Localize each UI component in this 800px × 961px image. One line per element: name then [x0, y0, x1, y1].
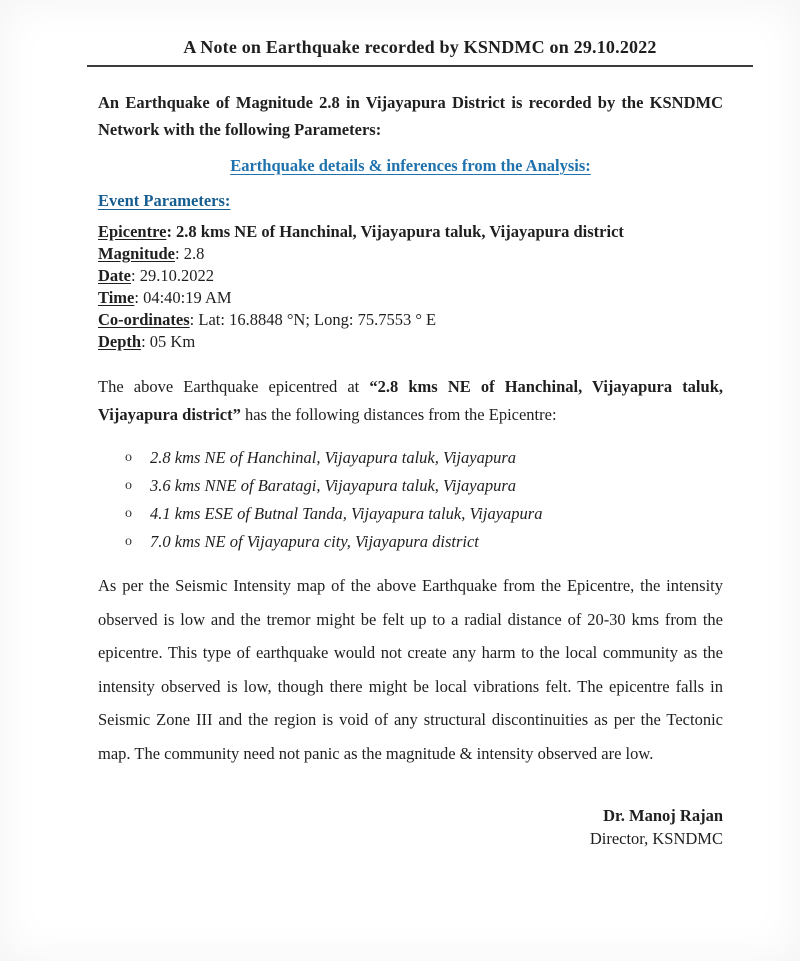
- event-parameters-block: [98, 221, 723, 353]
- parameter-label: Date: [98, 266, 131, 285]
- distance-list-item: [125, 500, 723, 528]
- event-parameters-row: [98, 191, 723, 211]
- distance-paragraph-suffix: has the following distances from the Epicentre:: [240, 404, 557, 424]
- list-bullet: o: [125, 478, 132, 493]
- parameter-value: : 05 Km: [141, 332, 196, 351]
- distance-text: 7.0 kms NE of Vijayapura city, Vijayapura district: [150, 532, 479, 551]
- intro-paragraph: An Earthquake of Magnitude 2.8 in Vijayapura District is recorded by the KSNDMC Network with the following Parameters:: [98, 93, 723, 139]
- list-bullet: o: [125, 506, 132, 521]
- parameter-row-magnitude: [98, 243, 723, 265]
- parameter-label: Co-ordinates: [98, 310, 190, 329]
- parameter-label: Depth: [98, 332, 142, 351]
- distance-paragraph-prefix: The above Earthquake epicentred at: [98, 377, 370, 396]
- distance-list-item: [125, 528, 723, 556]
- parameter-row-depth: [98, 331, 723, 353]
- document-title: A Note on Earthquake recorded by KSNDMC on 29.10.2022: [183, 37, 657, 57]
- parameter-value: : Lat: 16.8848 °N; Long: 75.7553 ° E: [189, 310, 437, 329]
- analysis-heading-row: [98, 156, 723, 176]
- epicentre-distances-paragraph: [98, 373, 723, 428]
- list-bullet: o: [125, 450, 132, 465]
- intensity-paragraph: As per the Seismic Intensity map of the above Earthquake from the Epicentre, the intensity observed is low and the tremor might be felt up to a radial distance of 20-30 kms from the epicentre. This type of earthquake would not create any harm to the local community as the intensity observed is low, though there might be local vibrations felt. The epicentre falls in Seismic Zone III and the region is void of any structural discontinuities as per the Tectonic map. The community need not panic as the magnitude & intensity observed are low.: [98, 576, 723, 763]
- parameter-row-date: [98, 265, 723, 287]
- parameter-row-coordinates: [98, 309, 723, 331]
- distance-list-item: [125, 444, 723, 472]
- parameter-value: : 2.8 kms NE of Hanchinal, Vijayapura taluk, Vijayapura district: [166, 222, 624, 241]
- analysis-details-link[interactable]: Earthquake details & inferences from the Analysis:: [230, 156, 591, 175]
- parameter-label: Epicentre: [98, 222, 167, 241]
- distance-list-item: [125, 472, 723, 500]
- signature-block: [98, 804, 723, 850]
- parameter-row-time: [98, 287, 723, 309]
- signatory-name: Dr. Manoj Rajan: [603, 806, 723, 825]
- list-bullet: o: [125, 534, 132, 549]
- parameter-label: Magnitude: [98, 244, 176, 263]
- distance-text: 2.8 kms NE of Hanchinal, Vijayapura taluk, Vijayapura: [150, 448, 517, 467]
- parameter-value: : 04:40:19 AM: [134, 288, 232, 307]
- signatory-designation: Director, KSNDMC: [589, 829, 723, 848]
- parameter-row-epicentre: [98, 221, 723, 243]
- title-underline: [87, 36, 753, 67]
- parameter-value: : 2.8: [175, 244, 205, 263]
- parameter-value: : 29.10.2022: [130, 266, 214, 285]
- event-parameters-link[interactable]: Event Parameters:: [98, 191, 231, 210]
- distance-paragraph-quote: “2.8 kms NE of Hanchinal, Vijayapura taluk, Vijayapura district”: [98, 377, 723, 424]
- distance-text: 4.1 kms ESE of Butnal Tanda, Vijayapura taluk, Vijayapura: [150, 504, 543, 523]
- distance-list: [98, 444, 723, 556]
- parameter-label: Time: [98, 288, 135, 307]
- distance-text: 3.6 kms NNE of Baratagi, Vijayapura taluk, Vijayapura: [150, 476, 517, 495]
